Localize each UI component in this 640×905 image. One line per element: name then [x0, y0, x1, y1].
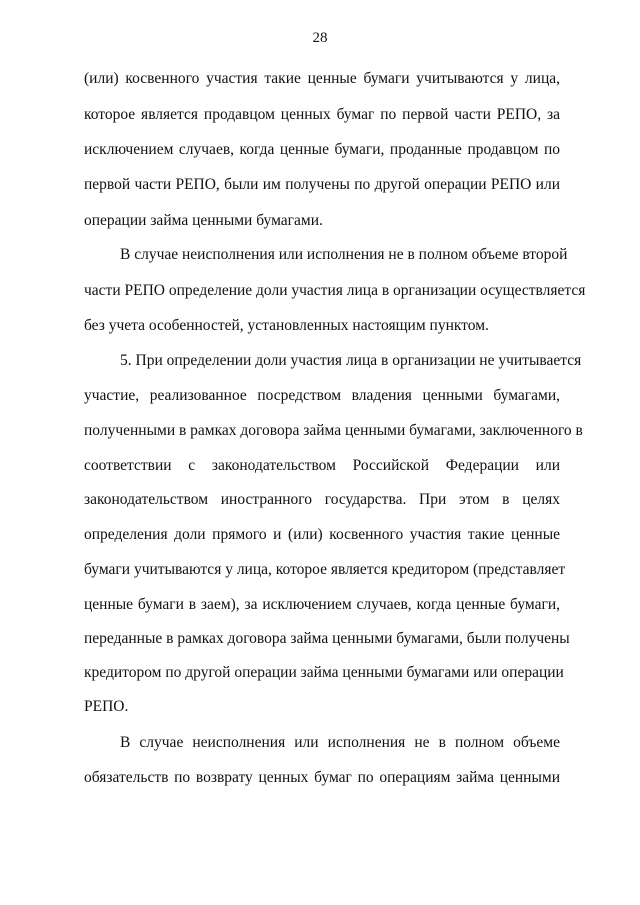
text-line: обязательств по возврату ценных бумаг по операциям займа ценными [84, 769, 560, 786]
text-line: переданные в рамках договора займа ценными бумагами, были получены [84, 630, 570, 647]
text-line: В случае неисполнения или исполнения не в полном объеме второй [120, 246, 568, 263]
text-line: без учета особенностей, установленных настоящим пунктом. [84, 317, 489, 334]
text-line: ценные бумаги в заем), за исключением случаев, когда ценные бумаги, [84, 596, 560, 613]
text-line: бумаги учитываются у лица, которое является кредитором (представляет [84, 561, 566, 578]
text-line: исключением случаев, когда ценные бумаги, проданные продавцом по [84, 141, 560, 158]
text-line: (или) косвенного участия такие ценные бумаги учитываются у лица, [84, 70, 560, 87]
text-line: В случае неисполнения или исполнения не в полном объеме [120, 734, 560, 751]
text-line: части РЕПО определение доли участия лица в организации осуществляется [84, 282, 586, 299]
text-line: первой части РЕПО, были им получены по другой операции РЕПО или [84, 176, 560, 193]
text-line: участие, реализованное посредством владения ценными бумагами, [84, 387, 560, 404]
text-line: соответствии с законодательством Российской Федерации или [84, 457, 560, 474]
text-line: которое является продавцом ценных бумаг по первой части РЕПО, за [84, 106, 560, 123]
text-line: кредитором по другой операции займа ценными бумагами или операции [84, 664, 564, 681]
text-line: определения доли прямого и (или) косвенного участия такие ценные [84, 526, 560, 543]
text-line: операции займа ценными бумагами. [84, 212, 323, 229]
text-line: законодательством иностранного государства. При этом в целях [84, 491, 560, 508]
text-line: 5. При определении доли участия лица в организации не учитывается [120, 352, 582, 369]
text-line: полученными в рамках договора займа ценными бумагами, заключенного в [84, 422, 583, 439]
page-number: 28 [312, 30, 328, 46]
text-line: РЕПО. [84, 698, 129, 715]
